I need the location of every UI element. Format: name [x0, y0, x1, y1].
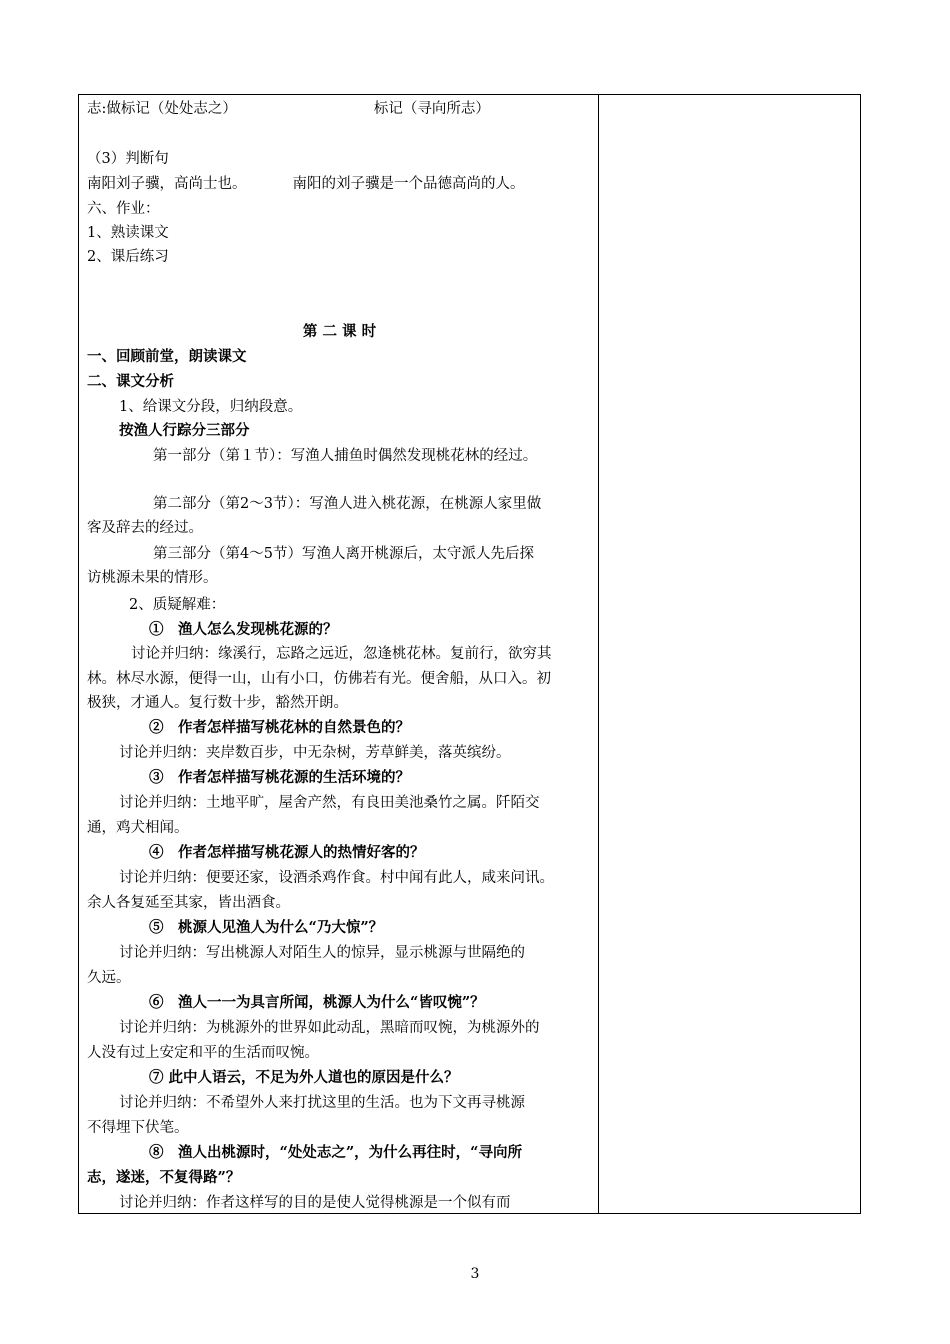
answer-7-line-1: 讨论并归纳：不希望外人来打扰这里的生活。也为下文再寻桃源 — [119, 1095, 525, 1111]
question-5: ⑤ 桃源人见渔人为什么“乃大惊”？ — [149, 919, 384, 936]
zhi-text-a: 志:做标记（处处志之） — [87, 101, 237, 117]
question-2: ② 作者怎样描写桃花林的自然景色的？ — [149, 719, 410, 736]
zhi-line — [87, 97, 592, 121]
question-8-line-2: 志，遂迷，不复得路”？ — [87, 1169, 241, 1186]
lesson-content-column — [79, 95, 598, 1213]
answer-1-line-3: 极狭，才通人。复行数十步，豁然开朗。 — [87, 695, 348, 711]
homework-item-1: 1、熟读课文 — [87, 225, 169, 241]
answer-5-line-1: 讨论并归纳：写出桃源人对陌生人的惊异，显示桃源与世隔绝的 — [119, 945, 525, 961]
answer-6-line-1: 讨论并归纳：为桃源外的世界如此动乱，黑暗而叹惋，为桃源外的 — [119, 1020, 540, 1036]
answer-3-line-2: 通，鸡犬相闻。 — [87, 820, 189, 836]
section-heading-2: 二、课文分析 — [87, 373, 174, 390]
notes-column — [599, 95, 860, 1213]
paragraph-segmentation: 1、给课文分段，归纳段意。 — [119, 399, 303, 415]
part-2-line-1: 第二部分（第2～3节）：写渔人进入桃花源，在桃源人家里做 — [153, 496, 542, 512]
part-2-line-2: 客及辞去的经过。 — [87, 520, 203, 536]
page-number: 3 — [470, 1266, 480, 1282]
part-3-line-1: 第三部分（第4～5节）写渔人离开桃源后，太守派人先后探 — [153, 546, 534, 562]
part-1: 第一部分（第１节）：写渔人捕鱼时偶然发现桃花林的经过。 — [153, 448, 538, 464]
answer-7-line-2: 不得埋下伏笔。 — [87, 1120, 189, 1136]
homework-item-2: 2、课后练习 — [87, 249, 169, 265]
section-heading-1: 一、回顾前堂，朗读课文 — [87, 348, 247, 365]
part-3-line-2: 访桃源未果的情形。 — [87, 570, 218, 586]
answer-1-line-1: 讨论并归纳：缘溪行，忘路之远近，忽逢桃花林。复前行，欲穷其 — [131, 646, 552, 662]
answer-1-line-2: 林。林尽水源，便得一山，山有小口，仿佛若有光。便舍船，从口入。初 — [87, 671, 551, 687]
question-section-title: 2、质疑解难： — [129, 597, 226, 613]
judgment-text-a: 南阳刘子骥，高尚士也。 — [87, 176, 247, 192]
zhi-text-b: 标记（寻向所志） — [373, 101, 490, 117]
answer-4-line-2: 余人各复延至其家，皆出酒食。 — [87, 895, 290, 911]
answer-4-line-1: 讨论并归纳：便要还家，设酒杀鸡作食。村中闻有此人，咸来问讯。 — [119, 870, 554, 886]
question-8-line-1: ⑧ 渔人出桃源时，“处处志之”，为什么再往时，“寻向所 — [149, 1144, 523, 1161]
judgment-line — [87, 172, 592, 196]
question-6: ⑥ 渔人一一为具言所闻，桃源人为什么“皆叹惋”？ — [149, 994, 485, 1011]
question-7: ⑦ 此中人语云，不足为外人道也的原因是什么？ — [149, 1069, 459, 1086]
question-1: ① 渔人怎么发现桃花源的？ — [149, 621, 338, 638]
answer-5-line-2: 久远。 — [87, 970, 131, 986]
judgment-title: （3）判断句 — [87, 151, 169, 167]
lesson-title: 第 二 课 时 — [302, 323, 377, 340]
answer-3-line-1: 讨论并归纳：土地平旷，屋舍产然，有良田美池桑竹之属。阡陌交 — [119, 795, 540, 811]
judgment-text-b: 南阳的刘子骥是一个品德高尚的人。 — [292, 176, 525, 192]
homework-title: 六、作业： — [87, 201, 160, 217]
lesson-table — [78, 94, 861, 1214]
question-4: ④ 作者怎样描写桃花源人的热情好客的？ — [149, 844, 425, 861]
segmentation-basis: 按渔人行踪分三部分 — [119, 422, 250, 439]
answer-2: 讨论并归纳：夹岸数百步，中无杂树，芳草鲜美，落英缤纷。 — [119, 745, 511, 761]
question-3: ③ 作者怎样描写桃花源的生活环境的？ — [149, 769, 410, 786]
answer-8-line-1: 讨论并归纳：作者这样写的目的是使人觉得桃源是一个似有而 — [119, 1195, 511, 1211]
answer-6-line-2: 人没有过上安定和平的生活而叹惋。 — [87, 1045, 319, 1061]
